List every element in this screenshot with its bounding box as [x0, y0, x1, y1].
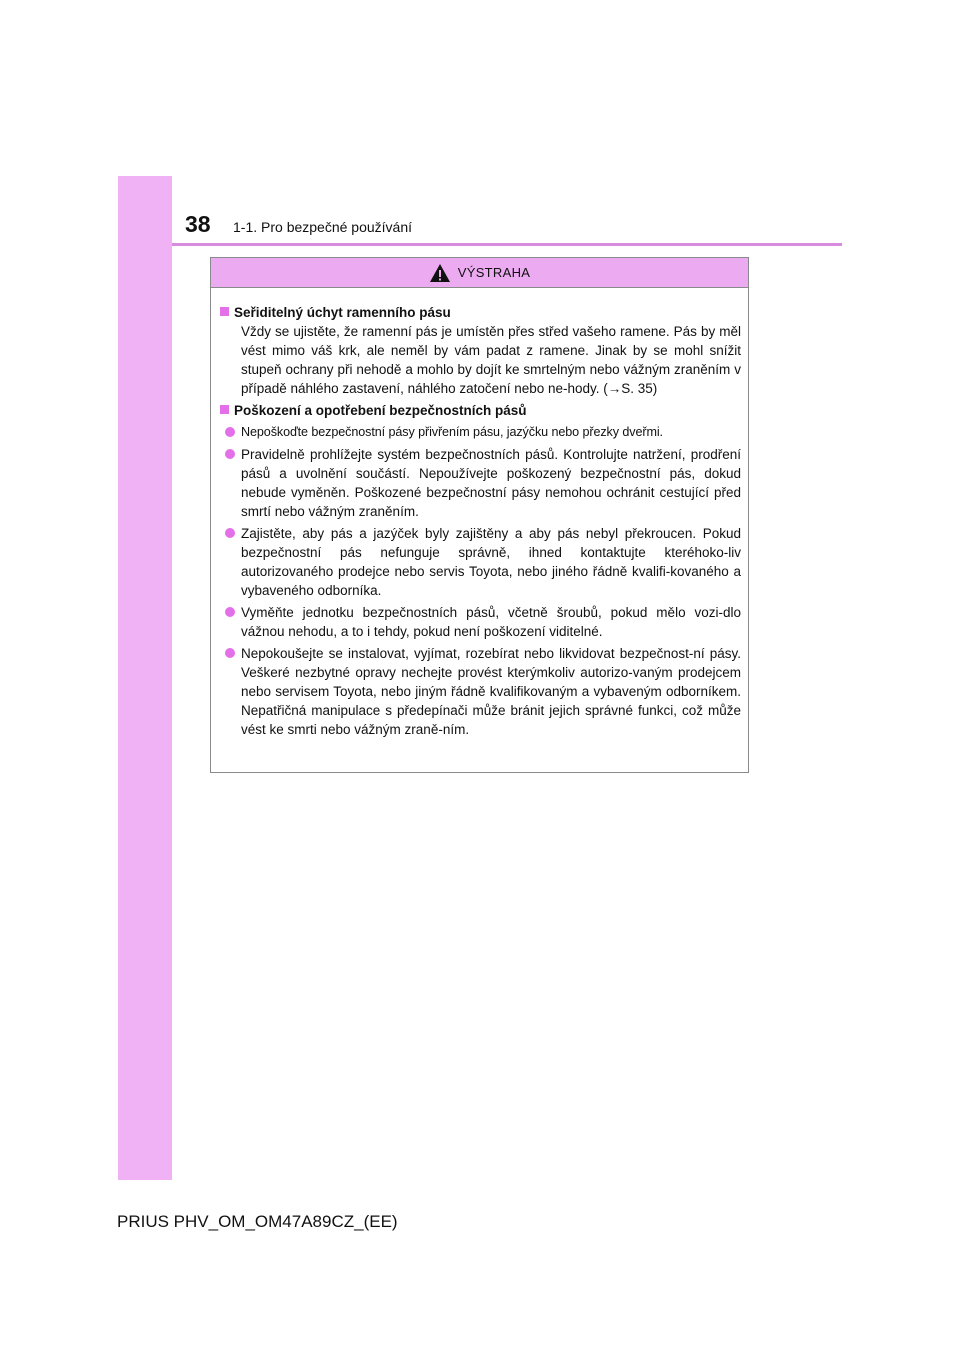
list-item-text: Vyměňte jednotku bezpečnostních pásů, včetně šroubů, pokud mělo vozi-dlo vážnou nehodu, a to i tehdy, pokud není poškození viditelné. [241, 605, 741, 639]
list-item [220, 603, 741, 641]
list-item [220, 423, 741, 442]
round-bullet-icon [225, 528, 235, 538]
list-item [220, 445, 741, 521]
round-bullet-icon [225, 607, 235, 617]
square-bullet-icon [220, 307, 229, 316]
warning-header [211, 258, 748, 288]
square-bullet-icon [220, 405, 229, 414]
list-item [220, 644, 741, 739]
round-bullet-icon [225, 648, 235, 658]
list-item-text: Nepokoušejte se instalovat, vyjímat, rozebírat nebo likvidovat bezpečnost-ní pásy. Veškeré nezbytné opravy nechejte provést kterýmkoliv autorizo-vaným prodejcem nebo servisem Toyota, nebo jiným řádně kvalifikovaným a vybaveným odborníkem. Nepatřičná manipulace s předepínači může bránit jejich správné funkci, což může vést ke smrti nebo vážným zraně-ním. [241, 646, 741, 737]
list-item-text: Zajistěte, aby pás a jazýček byly zajištěny a aby pás nebyl překroucen. Pokud bezpečnostní pás nefunguje správně, ihned kontaktujte kteréhoko-liv autorizovaného prodejce nebo servis Toyota, nebo jiného řádně kvalifi-kovaného a vybaveného odborníka. [241, 526, 741, 598]
warning-triangle-icon [429, 263, 451, 283]
list-item-text: Pravidelně prohlížejte systém bezpečnostních pásů. Kontrolujte natržení, prodření pásů a uvolnění součástí. Nepoužívejte poškozený bezpečnostní pás, dokud nebude vyměněn. Poškozené bezpečnostní pásy nemohou ochránit cestující před smrtí nebo vážným zraněním. [241, 447, 741, 519]
round-bullet-icon [225, 449, 235, 459]
section-paragraph: Vždy se ujistěte, že ramenní pás je umístěn přes střed vašeho ramene. Pás by měl vést mimo váš krk, ale neměl by vám padat z ramene. Jinak by se mohl snížit stupeň ochrany při nehodě a mohlo by dojít ke smrtelným nebo vážným zraněním v případě náhlého zastavení, náhlého zatočení nebo ne-hody. (→S. 35) [241, 324, 741, 396]
section-title: 1-1. Pro bezpečné používání [233, 219, 413, 235]
header-divider [172, 243, 842, 246]
list-item [220, 524, 741, 600]
section-heading [220, 303, 741, 322]
warning-body [211, 288, 748, 739]
round-bullet-icon [225, 427, 235, 437]
side-tab-bar [118, 176, 172, 1180]
list-item-text: Nepoškoďte bezpečnostní pásy přivřením pásu, jazýčku nebo přezky dveřmi. [241, 425, 663, 439]
section-heading-text: Poškození a opotřebení bezpečnostních pásů [234, 403, 527, 418]
warning-title: VÝSTRAHA [457, 265, 531, 280]
page-number: 38 [185, 211, 211, 237]
section-heading [220, 401, 741, 420]
warning-box [210, 257, 749, 773]
document-code: PRIUS PHV_OM_OM47A89CZ_(EE) [117, 1212, 398, 1231]
section-heading-text: Seřiditelný úchyt ramenního pásu [234, 305, 451, 320]
